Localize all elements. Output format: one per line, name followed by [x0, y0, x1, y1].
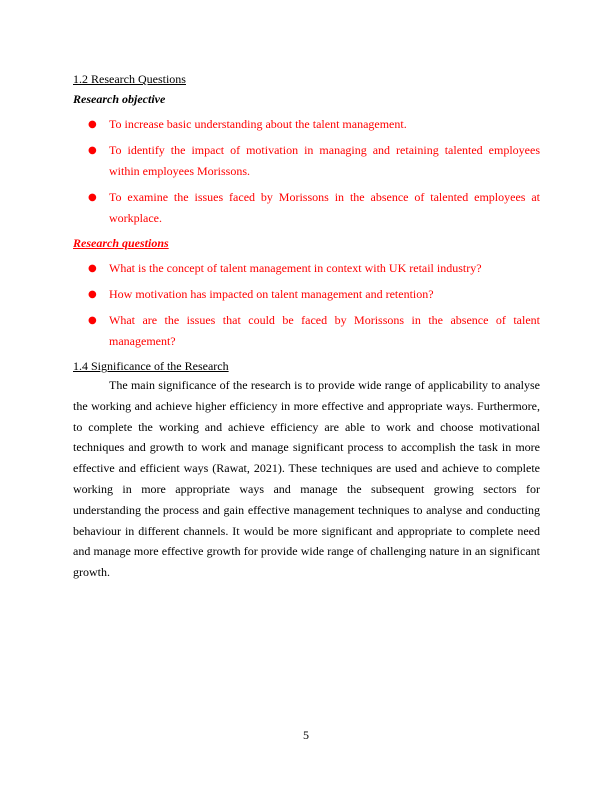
bullet-icon: ●: [88, 315, 97, 326]
list-item: [73, 140, 540, 182]
page-number: 5: [303, 728, 309, 742]
bullet-icon: ●: [88, 145, 97, 156]
significance-paragraph: The main significance of the research is to provide wide range of applicability to analyse the working and achieve higher efficiency in more effective and appropriate ways. Furthermore, to complete the working and achieve efficiency are able to work and choose motivational techniques and growth to work and manage significant process to accomplish the task in more effective and efficient ways (Rawat, 2021). These techniques are used and achieve to complete working in more appropriate ways and manage the subsequent growing sectors for understanding the process and gain effective management techniques to analyse and conducting behaviour in different channels. It would be more significant and appropriate to complete need and manage more effective growth for provide wide range of challenging nature in an significant growth.: [73, 378, 540, 580]
document-page: [73, 70, 540, 583]
bullet-icon: ●: [88, 263, 97, 274]
list-item: [73, 258, 540, 279]
list-item: [73, 284, 540, 305]
objective-text: To identify the impact of motivation in managing and retaining talented employees within employees Morissons.: [109, 143, 540, 178]
objective-text: To increase basic understanding about the talent management.: [109, 117, 407, 131]
bullet-icon: ●: [88, 119, 97, 130]
objective-text: To examine the issues faced by Morissons in the absence of talented employees at workplace.: [109, 190, 540, 225]
question-text: What is the concept of talent management in context with UK retail industry?: [109, 261, 482, 275]
list-item: [73, 310, 540, 352]
question-text: How motivation has impacted on talent management and retention?: [109, 287, 434, 301]
list-item: [73, 187, 540, 229]
section-heading-research-questions: 1.2 Research Questions: [73, 72, 186, 86]
research-objective-label: Research objective: [73, 92, 166, 106]
questions-list: [73, 258, 540, 352]
research-questions-label: Research questions: [73, 236, 169, 250]
section-heading-significance: 1.4 Significance of the Research: [73, 359, 229, 373]
bullet-icon: ●: [88, 192, 97, 203]
question-text: What are the issues that could be faced by Morissons in the absence of talent management?: [109, 313, 540, 348]
bullet-icon: ●: [88, 289, 97, 300]
list-item: [73, 114, 540, 135]
objectives-list: [73, 114, 540, 229]
